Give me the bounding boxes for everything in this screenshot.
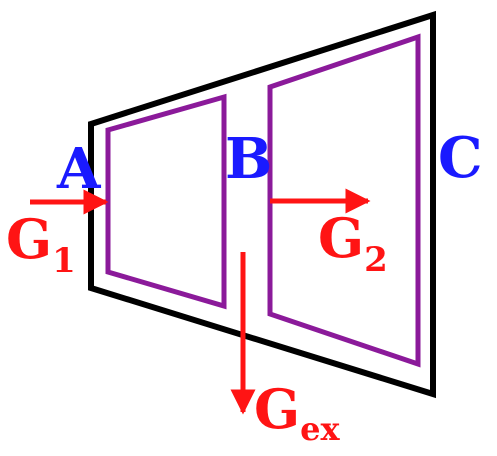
label-gex-base: G	[254, 377, 301, 441]
outer-trapezoid	[91, 15, 433, 394]
label-b: B	[225, 126, 273, 192]
label-g2	[318, 206, 388, 280]
label-gex-sub: ex	[300, 410, 340, 448]
label-gex	[254, 377, 340, 448]
label-g2-sub: 2	[364, 240, 388, 280]
left-chamber	[108, 97, 224, 306]
label-a: A	[57, 136, 101, 202]
label-c: C	[438, 125, 483, 191]
label-g2-base: G	[318, 206, 365, 270]
label-g1-sub: 1	[52, 241, 76, 281]
label-g1	[6, 207, 76, 281]
label-g1-base: G	[6, 207, 53, 271]
